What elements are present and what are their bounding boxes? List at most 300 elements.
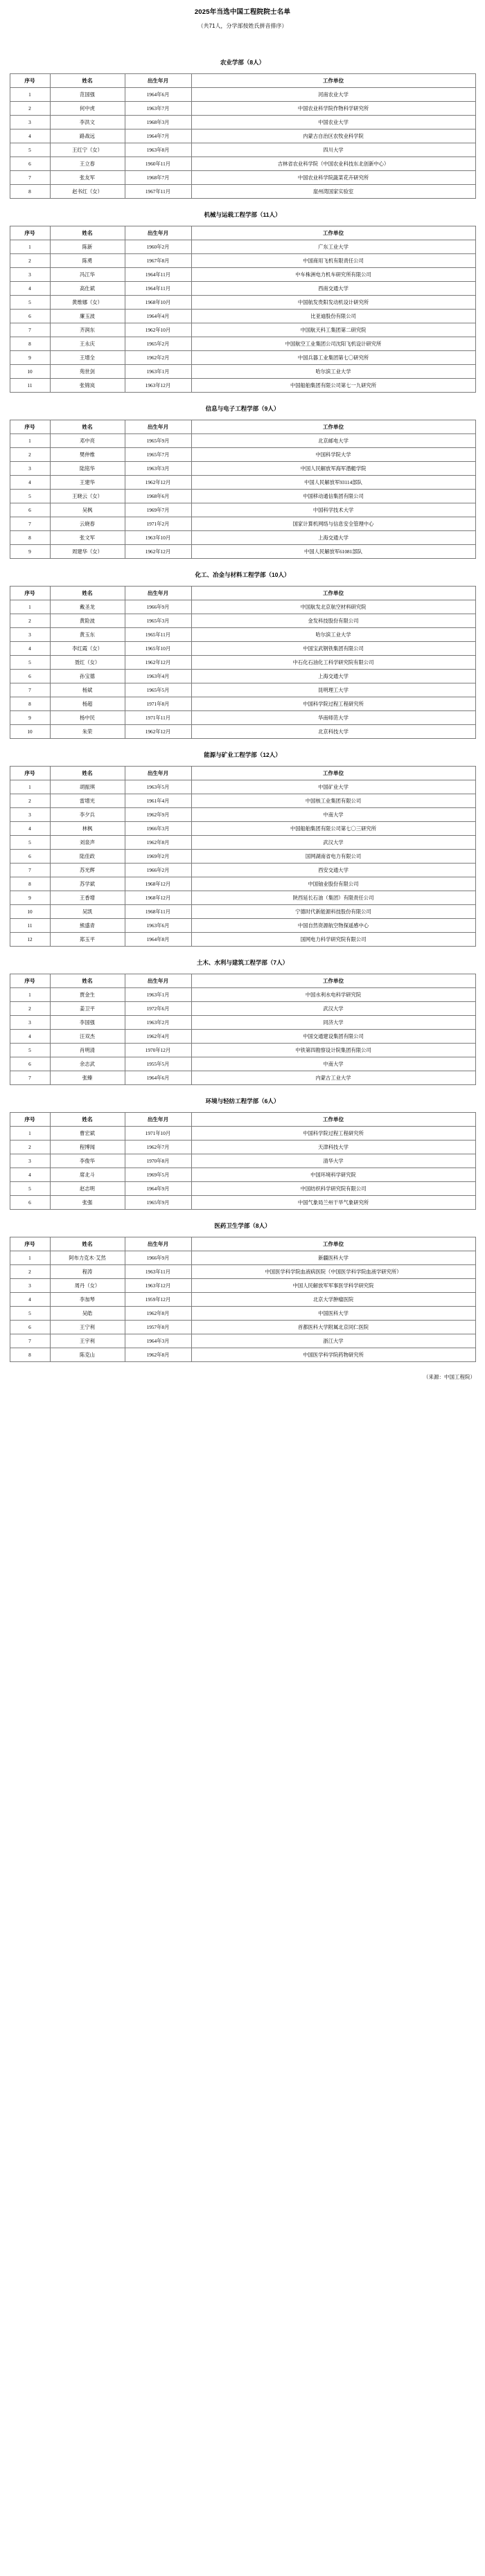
table-row: [10, 102, 475, 116]
cell-birth: 1964年4月: [125, 310, 191, 323]
roster-table: [10, 766, 476, 947]
table-header-row: [10, 587, 475, 600]
cell-index: 8: [10, 531, 50, 545]
table-header-row: [10, 767, 475, 780]
table-row: [10, 711, 475, 725]
cell-name: 贾金生: [50, 988, 125, 1002]
column-header-birth: 出生年月: [125, 974, 191, 988]
cell-birth: 1963年12月: [125, 1279, 191, 1293]
table-row: [10, 1016, 475, 1030]
cell-name: 朱荣: [50, 725, 125, 739]
cell-name: 李俊华: [50, 1154, 125, 1168]
cell-index: 1: [10, 780, 50, 794]
cell-index: 6: [10, 157, 50, 171]
table-row: [10, 600, 475, 614]
cell-name: 姜卫平: [50, 1002, 125, 1016]
table-header-row: [10, 226, 475, 240]
division-heading: 化工、冶金与材料工程学部（10人）: [195, 571, 290, 578]
cell-organization: 中国船舶集团有限公司第七一九研究所: [191, 379, 475, 393]
cell-index: 5: [10, 656, 50, 670]
table-row: [10, 296, 475, 310]
cell-index: 5: [10, 836, 50, 850]
cell-index: 7: [10, 683, 50, 697]
cell-birth: 1965年11月: [125, 628, 191, 642]
cell-index: 10: [10, 725, 50, 739]
cell-name: 廉玉波: [50, 310, 125, 323]
column-header-index: 序号: [10, 1237, 50, 1251]
cell-index: 7: [10, 1071, 50, 1085]
table-row: [10, 1127, 475, 1141]
cell-birth: 1966年3月: [125, 822, 191, 836]
table-row: [10, 1141, 475, 1154]
cell-index: 1: [10, 434, 50, 448]
table-row: [10, 365, 475, 379]
cell-index: 2: [10, 102, 50, 116]
cell-birth: 1962年12月: [125, 656, 191, 670]
cell-birth: 1963年11月: [125, 1265, 191, 1279]
cell-birth: 1968年7月: [125, 171, 191, 185]
table-row: [10, 1307, 475, 1321]
table-row: [10, 503, 475, 517]
cell-organization: 吉林省农业科学院（中国农业科技东北创新中心）: [191, 157, 475, 171]
table-row: [10, 864, 475, 877]
cell-birth: 1962年12月: [125, 476, 191, 490]
cell-birth: 1961年4月: [125, 794, 191, 808]
cell-index: 3: [10, 462, 50, 476]
cell-birth: 1971年2月: [125, 517, 191, 531]
table-row: [10, 988, 475, 1002]
cell-index: 3: [10, 808, 50, 822]
cell-index: 6: [10, 1196, 50, 1210]
cell-name: 邓中亮: [50, 434, 125, 448]
cell-organization: 浙江大学: [191, 1334, 475, 1348]
cell-name: 吴皓: [50, 1307, 125, 1321]
table-row: [10, 1279, 475, 1293]
cell-birth: 1970年8月: [125, 1154, 191, 1168]
cell-name: 范国强: [50, 88, 125, 102]
column-header-name: 姓名: [50, 226, 125, 240]
cell-organization: 同济大学: [191, 1016, 475, 1030]
academy-division-section: [0, 1096, 485, 1210]
table-row: [10, 1057, 475, 1071]
cell-birth: 1968年6月: [125, 490, 191, 503]
table-row: [10, 628, 475, 642]
cell-name: 苑世剑: [50, 365, 125, 379]
cell-organization: 武汉大学: [191, 836, 475, 850]
cell-birth: 1972年6月: [125, 1002, 191, 1016]
cell-organization: 中铁第四勘察设计院集团有限公司: [191, 1044, 475, 1057]
column-header-name: 姓名: [50, 420, 125, 434]
cell-birth: 1964年7月: [125, 129, 191, 143]
table-row: [10, 822, 475, 836]
cell-birth: 1962年8月: [125, 836, 191, 850]
table-row: [10, 268, 475, 282]
cell-index: 1: [10, 1251, 50, 1265]
cell-organization: 内蒙古自治区农牧业科学院: [191, 129, 475, 143]
column-header-index: 序号: [10, 74, 50, 88]
cell-name: 李红霞（女）: [50, 642, 125, 656]
cell-birth: 1963年1月: [125, 365, 191, 379]
table-header-row: [10, 1113, 475, 1127]
cell-name: 杨斌: [50, 683, 125, 697]
cell-organization: 比亚迪股份有限公司: [191, 310, 475, 323]
cell-organization: 中国交通建设集团有限公司: [191, 1030, 475, 1044]
page-title: 2025年当选中国工程院院士名单: [194, 8, 291, 16]
cell-index: 3: [10, 1154, 50, 1168]
column-header-name: 姓名: [50, 767, 125, 780]
cell-organization: 中国航天科工集团第二研究院: [191, 323, 475, 337]
table-row: [10, 434, 475, 448]
table-row: [10, 171, 475, 185]
table-row: [10, 116, 475, 129]
cell-birth: 1962年8月: [125, 1307, 191, 1321]
division-heading: 环境与轻纺工程学部（6人）: [205, 1098, 280, 1104]
cell-name: 王宁利: [50, 1321, 125, 1334]
cell-birth: 1963年1月: [125, 988, 191, 1002]
table-row: [10, 905, 475, 919]
column-header-birth: 出生年月: [125, 226, 191, 240]
column-header-index: 序号: [10, 1113, 50, 1127]
roster-table: [10, 1112, 476, 1210]
table-row: [10, 614, 475, 628]
table-row: [10, 1154, 475, 1168]
table-row: [10, 476, 475, 490]
cell-index: 4: [10, 476, 50, 490]
cell-birth: 1969年5月: [125, 1168, 191, 1182]
cell-birth: 1962年8月: [125, 1348, 191, 1362]
column-header-birth: 出生年月: [125, 767, 191, 780]
title-spacer: [0, 31, 485, 46]
cell-name: 程博闻: [50, 1141, 125, 1154]
academy-division-section: [0, 404, 485, 559]
cell-name: 王晓云（女）: [50, 490, 125, 503]
cell-birth: 1967年11月: [125, 185, 191, 199]
cell-organization: 北京大学肿瘤医院: [191, 1293, 475, 1307]
cell-birth: 1964年11月: [125, 282, 191, 296]
cell-name: 杨超: [50, 697, 125, 711]
cell-name: 黄险波: [50, 614, 125, 628]
column-header-birth: 出生年月: [125, 1113, 191, 1127]
table-row: [10, 1321, 475, 1334]
cell-birth: 1968年12月: [125, 891, 191, 905]
table-row: [10, 282, 475, 296]
cell-name: 陆铭华: [50, 462, 125, 476]
cell-organization: 中石化石油化工科学研究院有限公司: [191, 656, 475, 670]
cell-organization: 昆明理工大学: [191, 683, 475, 697]
cell-organization: 中国航发贵阳发动机设计研究所: [191, 296, 475, 310]
division-heading: 医药卫生学部（8人）: [214, 1222, 271, 1229]
cell-name: 杨中民: [50, 711, 125, 725]
cell-birth: 1957年8月: [125, 1321, 191, 1334]
column-header-name: 姓名: [50, 1113, 125, 1127]
cell-name: 吴枫: [50, 503, 125, 517]
cell-birth: 1966年2月: [125, 864, 191, 877]
cell-name: 雷增光: [50, 794, 125, 808]
cell-index: 5: [10, 1044, 50, 1057]
cell-index: 4: [10, 282, 50, 296]
cell-name: 王香增: [50, 891, 125, 905]
cell-name: 肖明清: [50, 1044, 125, 1057]
cell-index: 7: [10, 864, 50, 877]
cell-index: 8: [10, 697, 50, 711]
cell-name: 王建华: [50, 476, 125, 490]
cell-birth: 1962年4月: [125, 1030, 191, 1044]
table-row: [10, 185, 475, 199]
cell-organization: 中国兵器工业集团第七〇研究所: [191, 351, 475, 365]
division-heading: 土木、水利与建筑工程学部（7人）: [196, 959, 289, 966]
cell-index: 9: [10, 545, 50, 559]
cell-index: 8: [10, 185, 50, 199]
division-heading: 机械与运载工程学部（11人）: [204, 211, 281, 218]
cell-birth: 1965年9月: [125, 434, 191, 448]
cell-birth: 1963年4月: [125, 670, 191, 683]
academy-division-section: [0, 750, 485, 947]
cell-organization: 中南大学: [191, 1057, 475, 1071]
column-header-birth: 出生年月: [125, 587, 191, 600]
cell-birth: 1963年5月: [125, 780, 191, 794]
table-row: [10, 462, 475, 476]
column-header-organization: 工作单位: [191, 974, 475, 988]
cell-name: 张强: [50, 1196, 125, 1210]
column-header-index: 序号: [10, 974, 50, 988]
table-row: [10, 337, 475, 351]
table-row: [10, 877, 475, 891]
cell-name: 王宇利: [50, 1334, 125, 1348]
source-note: （来源：中国工程院）: [423, 1374, 475, 1380]
cell-name: 胡振琪: [50, 780, 125, 794]
cell-organization: 中国自然资源航空物探遥感中心: [191, 919, 475, 933]
roster-table: [10, 420, 476, 559]
cell-index: 3: [10, 116, 50, 129]
cell-name: 王增全: [50, 351, 125, 365]
cell-organization: 清华大学: [191, 1154, 475, 1168]
column-header-name: 姓名: [50, 587, 125, 600]
cell-index: 1: [10, 88, 50, 102]
table-row: [10, 351, 475, 365]
cell-birth: 1964年6月: [125, 88, 191, 102]
cell-organization: 陕西延长石油（集团）有限责任公司: [191, 891, 475, 905]
cell-organization: 北京邮电大学: [191, 434, 475, 448]
cell-organization: 中国核工业集团有限公司: [191, 794, 475, 808]
academy-division-section: [0, 210, 485, 393]
table-row: [10, 1348, 475, 1362]
cell-index: 9: [10, 711, 50, 725]
cell-organization: 上海交通大学: [191, 670, 475, 683]
table-row: [10, 656, 475, 670]
column-header-index: 序号: [10, 420, 50, 434]
cell-organization: 中国铀业股份有限公司: [191, 877, 475, 891]
column-header-organization: 工作单位: [191, 767, 475, 780]
cell-organization: 中国矿业大学: [191, 780, 475, 794]
cell-birth: 1964年3月: [125, 1334, 191, 1348]
table-row: [10, 725, 475, 739]
cell-index: 3: [10, 628, 50, 642]
cell-index: 3: [10, 1016, 50, 1030]
table-row: [10, 1168, 475, 1182]
cell-organization: 中国纺织科学研究院有限公司: [191, 1182, 475, 1196]
cell-name: 余志武: [50, 1057, 125, 1071]
cell-birth: 1960年11月: [125, 157, 191, 171]
table-row: [10, 1182, 475, 1196]
cell-index: 5: [10, 143, 50, 157]
cell-birth: 1965年5月: [125, 683, 191, 697]
cell-birth: 1963年7月: [125, 102, 191, 116]
academy-division-section: [0, 570, 485, 739]
cell-index: 2: [10, 448, 50, 462]
table-row: [10, 310, 475, 323]
cell-birth: 1960年2月: [125, 240, 191, 254]
cell-index: 12: [10, 933, 50, 947]
cell-name: 张文军: [50, 531, 125, 545]
table-row: [10, 836, 475, 850]
cell-birth: 1969年7月: [125, 503, 191, 517]
cell-birth: 1965年9月: [125, 1196, 191, 1210]
cell-index: 1: [10, 988, 50, 1002]
cell-organization: 西南交通大学: [191, 282, 475, 296]
roster-table: [10, 73, 476, 199]
cell-name: 王红宁（女）: [50, 143, 125, 157]
table-row: [10, 1044, 475, 1057]
cell-organization: 中国农业科学院蔬菜花卉研究所: [191, 171, 475, 185]
table-row: [10, 933, 475, 947]
cell-organization: 华南师范大学: [191, 711, 475, 725]
cell-index: 8: [10, 337, 50, 351]
cell-organization: 中国医科大学: [191, 1307, 475, 1321]
cell-organization: 宁德时代新能源科技股份有限公司: [191, 905, 475, 919]
cell-organization: 广东工业大学: [191, 240, 475, 254]
cell-name: 郑玉平: [50, 933, 125, 947]
table-row: [10, 670, 475, 683]
cell-name: 路战远: [50, 129, 125, 143]
cell-name: 苏学斌: [50, 877, 125, 891]
cell-organization: 中车株洲电力机车研究所有限公司: [191, 268, 475, 282]
cell-birth: 1971年11月: [125, 711, 191, 725]
cell-birth: 1963年3月: [125, 462, 191, 476]
cell-index: 10: [10, 905, 50, 919]
cell-organization: 武汉大学: [191, 1002, 475, 1016]
table-row: [10, 143, 475, 157]
cell-name: 张友军: [50, 171, 125, 185]
cell-name: 熊盛青: [50, 919, 125, 933]
roster-table: [10, 226, 476, 393]
table-row: [10, 919, 475, 933]
cell-name: 吴凯: [50, 905, 125, 919]
column-header-organization: 工作单位: [191, 74, 475, 88]
division-heading: 信息与电子工程学部（9人）: [205, 405, 280, 412]
cell-name: 席北斗: [50, 1168, 125, 1182]
cell-index: 2: [10, 794, 50, 808]
cell-birth: 1964年8月: [125, 933, 191, 947]
cell-name: 汪双杰: [50, 1030, 125, 1044]
cell-organization: 中南大学: [191, 808, 475, 822]
academy-division-section: [0, 958, 485, 1085]
cell-organization: 国家计算机网络与信息安全管理中心: [191, 517, 475, 531]
table-row: [10, 1334, 475, 1348]
division-heading: 能源与矿业工程学部（12人）: [204, 751, 281, 758]
table-row: [10, 88, 475, 102]
roster-table: [10, 1237, 476, 1362]
table-row: [10, 323, 475, 337]
table-row: [10, 1071, 475, 1085]
cell-index: 5: [10, 1307, 50, 1321]
cell-name: 陈新: [50, 240, 125, 254]
cell-organization: 哈尔滨工业大学: [191, 365, 475, 379]
column-header-organization: 工作单位: [191, 1113, 475, 1127]
column-header-birth: 出生年月: [125, 1237, 191, 1251]
table-row: [10, 697, 475, 711]
cell-index: 6: [10, 670, 50, 683]
column-header-organization: 工作单位: [191, 1237, 475, 1251]
table-row: [10, 808, 475, 822]
table-row: [10, 517, 475, 531]
table-row: [10, 240, 475, 254]
cell-name: 程涛: [50, 1265, 125, 1279]
cell-organization: 崖州湾国家实验室: [191, 185, 475, 199]
cell-organization: 金发科技股份有限公司: [191, 614, 475, 628]
cell-index: 8: [10, 877, 50, 891]
cell-index: 6: [10, 1057, 50, 1071]
table-row: [10, 545, 475, 559]
cell-organization: 中国农业科学院作物科学研究所: [191, 102, 475, 116]
cell-birth: 1962年9月: [125, 808, 191, 822]
cell-name: 樊仲维: [50, 448, 125, 462]
cell-organization: 中国医学科学院药物研究所: [191, 1348, 475, 1362]
cell-name: 聂红（女）: [50, 656, 125, 670]
cell-index: 1: [10, 240, 50, 254]
cell-birth: 1968年10月: [125, 296, 191, 310]
cell-index: 11: [10, 919, 50, 933]
table-header-row: [10, 420, 475, 434]
cell-birth: 1964年11月: [125, 268, 191, 282]
column-header-name: 姓名: [50, 974, 125, 988]
table-row: [10, 129, 475, 143]
cell-name: 张锦岚: [50, 379, 125, 393]
cell-organization: 首都医科大学附属北京同仁医院: [191, 1321, 475, 1334]
cell-index: 7: [10, 171, 50, 185]
cell-name: 张臻: [50, 1071, 125, 1085]
cell-organization: 中国科学院大学: [191, 448, 475, 462]
cell-name: 苏光辉: [50, 864, 125, 877]
cell-name: 云晓春: [50, 517, 125, 531]
table-row: [10, 490, 475, 503]
cell-organization: 中国人民解放军61081部队: [191, 545, 475, 559]
cell-name: 戴圣龙: [50, 600, 125, 614]
cell-organization: 中国航发北京航空材料研究院: [191, 600, 475, 614]
cell-index: 9: [10, 351, 50, 365]
cell-organization: 西安交通大学: [191, 864, 475, 877]
cell-birth: 1968年12月: [125, 877, 191, 891]
cell-birth: 1966年9月: [125, 600, 191, 614]
cell-name: 黄玉东: [50, 628, 125, 642]
table-row: [10, 157, 475, 171]
table-row: [10, 1293, 475, 1307]
cell-name: 陈勇: [50, 254, 125, 268]
cell-organization: 中国宝武钢铁集团有限公司: [191, 642, 475, 656]
cell-name: 李加琴: [50, 1293, 125, 1307]
table-row: [10, 642, 475, 656]
cell-name: 李国强: [50, 1016, 125, 1030]
cell-birth: 1968年11月: [125, 905, 191, 919]
cell-name: 李洪文: [50, 116, 125, 129]
table-header-row: [10, 974, 475, 988]
cell-organization: 中国人民解放军93114部队: [191, 476, 475, 490]
cell-index: 4: [10, 1030, 50, 1044]
column-header-birth: 出生年月: [125, 420, 191, 434]
roster-table: [10, 974, 476, 1085]
cell-name: 曹宏斌: [50, 1127, 125, 1141]
cell-organization: 天津科技大学: [191, 1141, 475, 1154]
cell-name: 阿布力克木·艾然: [50, 1251, 125, 1265]
